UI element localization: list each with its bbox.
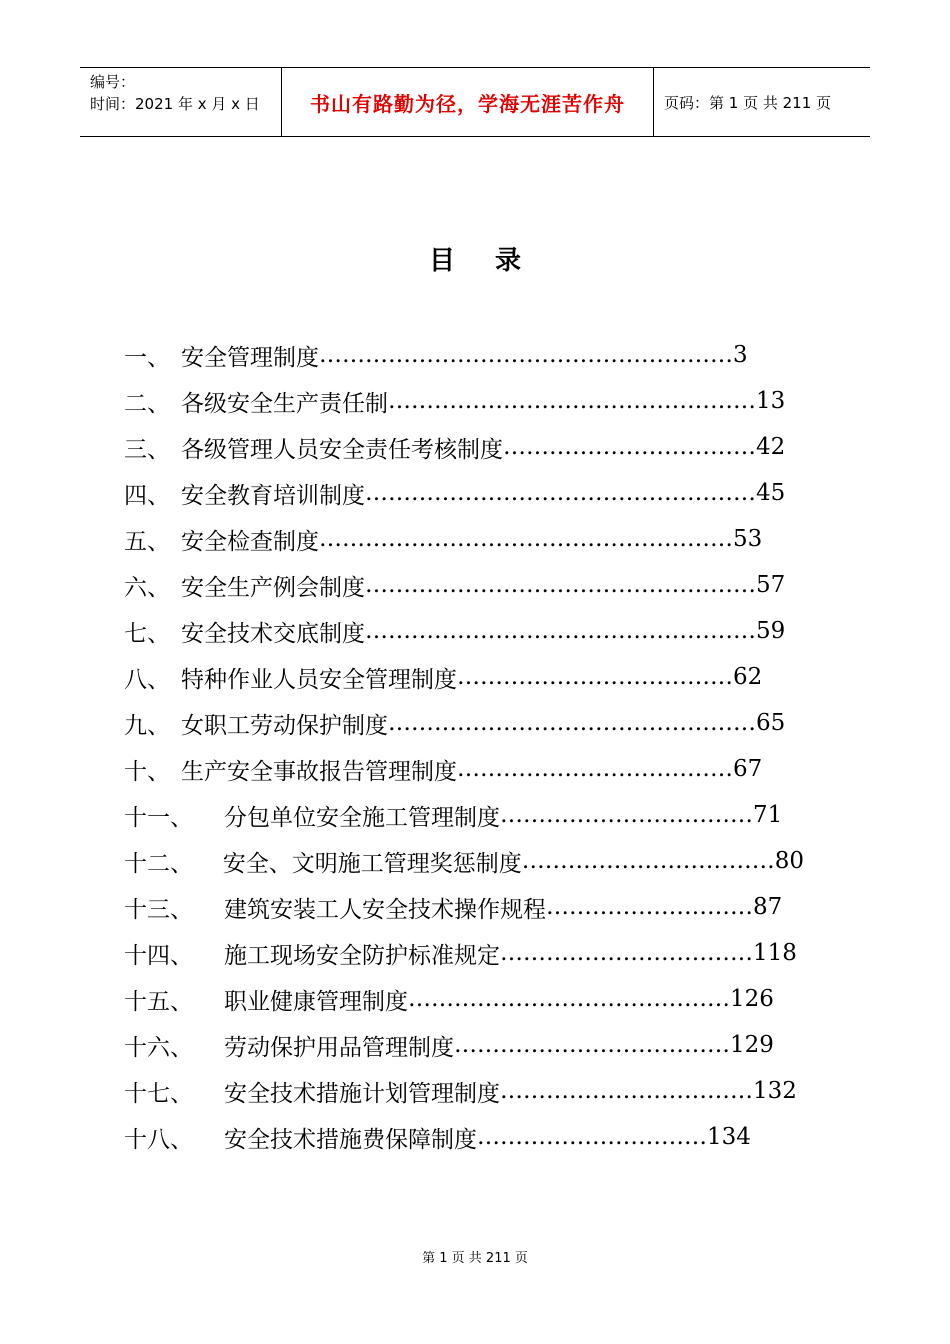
header-motto: 书山有路勤为径，学海无涯苦作舟 (310, 91, 625, 116)
toc-entry (124, 608, 804, 654)
table-of-contents (124, 332, 804, 1160)
toc-entry-leader: …………………………………………… (365, 618, 756, 644)
toc-entry (124, 1068, 804, 1114)
toc-entry-page: 65 (756, 710, 786, 736)
toc-entry-title: 建筑安装工人安全技术操作规程 (224, 896, 546, 923)
toc-entry-number: 十一、 (124, 804, 193, 831)
toc-entry-leader: ………………………………………… (388, 710, 756, 736)
toc-entry-title: 安全技术措施费保障制度 (224, 1126, 477, 1153)
toc-entry (124, 654, 804, 700)
toc-entry (124, 976, 804, 1022)
toc-entry-leader: ……………………………… (457, 664, 733, 690)
toc-entry-page: 42 (756, 434, 786, 460)
toc-title: 目录 (428, 246, 561, 276)
header-page-info (654, 68, 870, 136)
toc-entry-page: 59 (756, 618, 786, 644)
toc-entry-leader: ………………………… (477, 1124, 707, 1150)
toc-entry (124, 1022, 804, 1068)
toc-entry-leader: ……………………………………………… (319, 526, 733, 552)
header-meta (80, 68, 281, 136)
toc-entry (124, 884, 804, 930)
toc-entry-leader: …………………………… (500, 1078, 753, 1104)
toc-entry (124, 562, 804, 608)
toc-entry-leader: …………………………… (503, 434, 756, 460)
toc-entry-number: 七、 (124, 620, 170, 647)
toc-entry-page: 62 (733, 664, 763, 690)
header-motto-cell (281, 68, 654, 136)
toc-entry-title: 职业健康管理制度 (224, 988, 408, 1015)
toc-entry-page: 87 (753, 894, 783, 920)
toc-entry (124, 838, 804, 884)
toc-entry-page: 13 (756, 388, 786, 414)
toc-entry-number: 十三、 (124, 896, 193, 923)
toc-entry-page: 129 (730, 1032, 774, 1058)
toc-entry-leader: …………………………… (521, 848, 775, 874)
page-header (80, 67, 870, 137)
toc-entry-page: 132 (753, 1078, 797, 1104)
toc-entry-page: 126 (730, 986, 774, 1012)
toc-entry-number: 二、 (124, 390, 170, 417)
toc-entry-title: 安全管理制度 (181, 344, 319, 371)
toc-entry-number: 十八、 (124, 1126, 193, 1153)
toc-entry-title: 安全检查制度 (181, 528, 319, 555)
toc-entry-number: 十七、 (124, 1080, 193, 1107)
toc-entry (124, 424, 804, 470)
toc-entry-leader: …………………………… (500, 802, 753, 828)
toc-entry-leader: ……………………………… (457, 756, 733, 782)
toc-entry-title: 生产安全事故报告管理制度 (181, 758, 457, 785)
toc-entry-title: 安全、文明施工管理奖惩制度 (222, 850, 522, 877)
toc-entry-number: 五、 (124, 528, 170, 555)
toc-entry-number: 十、 (124, 758, 170, 785)
toc-entry-number: 八、 (124, 666, 170, 693)
header-page-info-text: 页码：第 1 页 共 211 页 (664, 93, 832, 112)
toc-entry-leader: ……………………… (546, 894, 753, 920)
toc-entry-title: 劳动保护用品管理制度 (224, 1034, 454, 1061)
toc-entry-leader: …………………………………………… (365, 480, 756, 506)
toc-entry-number: 四、 (124, 482, 170, 509)
toc-entry-leader: …………………………………………… (365, 572, 756, 598)
toc-entry (124, 746, 804, 792)
toc-entry-number: 十四、 (124, 942, 193, 969)
toc-entry (124, 378, 804, 424)
page-footer: 第 1 页 共 211 页 (422, 1251, 528, 1266)
toc-entry-page: 67 (733, 756, 763, 782)
toc-entry-title: 安全技术措施计划管理制度 (224, 1080, 500, 1107)
toc-entry-number: 六、 (124, 574, 170, 601)
toc-entry-title: 特种作业人员安全管理制度 (181, 666, 457, 693)
toc-entry-number: 九、 (124, 712, 170, 739)
toc-entry-leader: ……………………………………………… (319, 342, 733, 368)
toc-entry-leader: ……………………………… (454, 1032, 730, 1058)
toc-entry-number: 一、 (124, 344, 170, 371)
toc-entry (124, 470, 804, 516)
toc-entry-title: 安全生产例会制度 (181, 574, 365, 601)
toc-entry-page: 3 (733, 342, 748, 368)
toc-entry-page: 45 (756, 480, 786, 506)
document-number-label: 编号： (90, 73, 136, 91)
toc-entry (124, 332, 804, 378)
toc-entry-number: 十二、 (124, 850, 193, 877)
toc-entry-number: 十五、 (124, 988, 193, 1015)
toc-entry-page: 80 (774, 848, 804, 874)
toc-entry-number: 十六、 (124, 1034, 193, 1061)
toc-entry (124, 1114, 804, 1160)
toc-entry-number: 三、 (124, 436, 170, 463)
toc-entry-title: 施工现场安全防护标准规定 (224, 942, 500, 969)
toc-entry-title: 各级管理人员安全责任考核制度 (181, 436, 503, 463)
toc-entry-leader: ………………………………………… (388, 388, 756, 414)
toc-entry-page: 118 (753, 940, 797, 966)
toc-entry-title: 女职工劳动保护制度 (181, 712, 388, 739)
toc-entry (124, 700, 804, 746)
toc-entry-leader: …………………………… (500, 940, 753, 966)
toc-entry (124, 516, 804, 562)
toc-entry (124, 792, 804, 838)
toc-entry-page: 71 (753, 802, 783, 828)
toc-entry-title: 各级安全生产责任制 (181, 390, 388, 417)
toc-entry-page: 53 (733, 526, 763, 552)
document-time-label: 时间：2021 年 x 月 x 日 (90, 95, 260, 113)
toc-entry-title: 安全教育培训制度 (181, 482, 365, 509)
toc-entry-title: 分包单位安全施工管理制度 (224, 804, 500, 831)
toc-entry-page: 57 (756, 572, 786, 598)
toc-entry-leader: …………………………………… (408, 986, 730, 1012)
toc-entry-title: 安全技术交底制度 (181, 620, 365, 647)
toc-entry-page: 134 (707, 1124, 751, 1150)
toc-entry (124, 930, 804, 976)
